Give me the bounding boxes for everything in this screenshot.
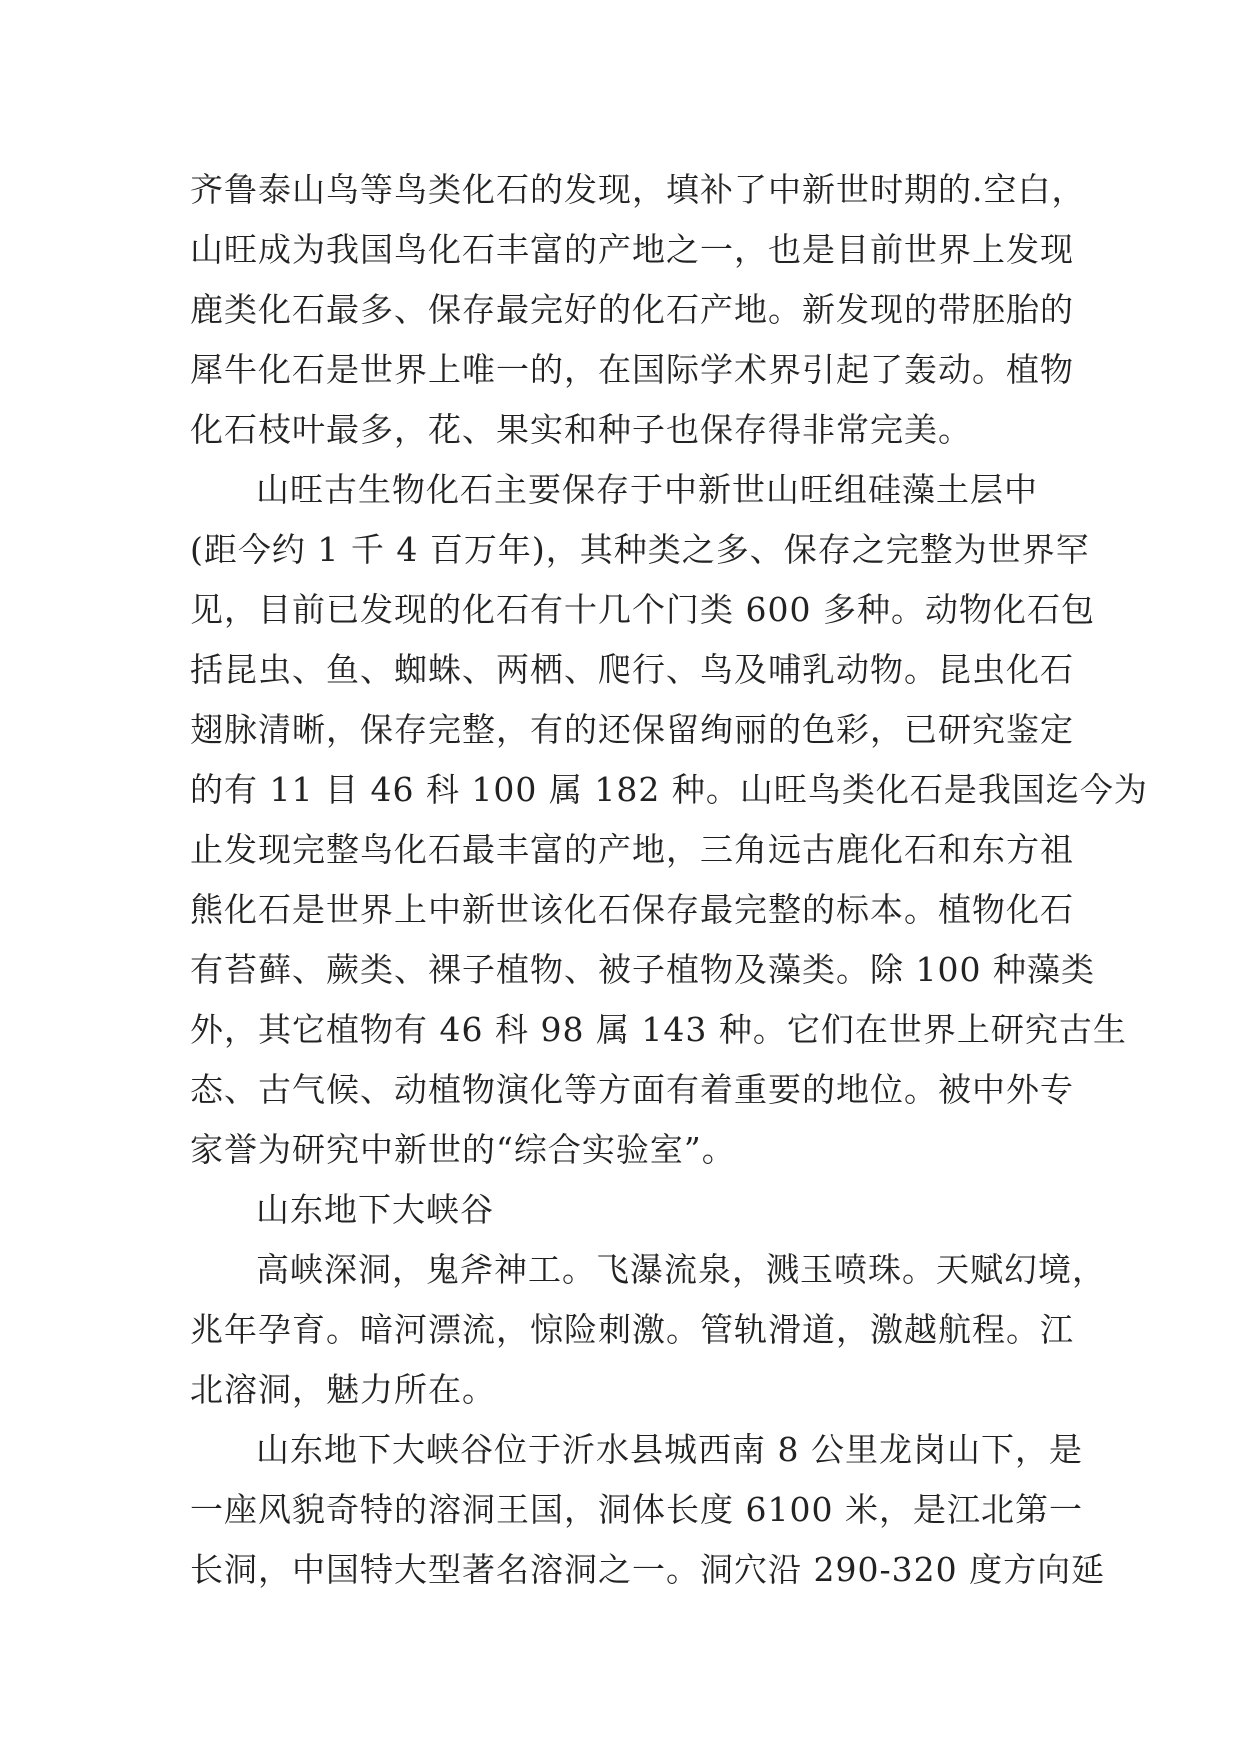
text-line-13: 熊化石是世界上中新世该化石保存最完整的标本。植物化石: [190, 890, 1074, 929]
text-line-19: 高峡深洞，鬼斧神工。飞瀑流泉，溅玉喷珠。天赋幻境，: [256, 1250, 1106, 1289]
text-line-7: (距今约 1 千 4 百万年)，其种类之多、保存之完整为世界罕: [190, 530, 1090, 569]
text-line-9: 括昆虫、鱼、蜘蛛、两栖、爬行、鸟及哺乳动物。昆虫化石: [190, 650, 1074, 689]
text-line-17: 家誉为研究中新世的“综合实验室”。: [190, 1130, 736, 1169]
text-line-15: 外，其它植物有 46 科 98 属 143 种。它们在世界上研究古生: [190, 1010, 1127, 1049]
text-line-12: 止发现完整鸟化石最丰富的产地，三角远古鹿化石和东方祖: [190, 830, 1074, 869]
text-line-10: 翅脉清晰，保存完整，有的还保留绚丽的色彩，已研究鉴定: [190, 710, 1074, 749]
text-line-8: 见，目前已发现的化石有十几个门类 600 多种。动物化石包: [190, 590, 1095, 629]
text-line-1: 齐鲁泰山鸟等鸟类化石的发现，填补了中新世时期的.空白，: [190, 170, 1086, 209]
text-line-5: 化石枝叶最多，花、果实和种子也保存得非常完美。: [190, 410, 972, 449]
text-line-14: 有苔藓、蕨类、裸子植物、被子植物及藻类。除 100 种藻类: [190, 950, 1095, 989]
text-line-4: 犀牛化石是世界上唯一的，在国际学术界引起了轰动。植物: [190, 350, 1074, 389]
text-line-11: 的有 11 目 46 科 100 属 182 种。山旺鸟类化石是我国迄今为: [190, 770, 1148, 809]
text-line-23: 一座风貌奇特的溶洞王国，洞体长度 6100 米，是江北第一: [190, 1490, 1083, 1529]
section-heading: 山东地下大峡谷: [256, 1190, 494, 1229]
text-line-24: 长洞，中国特大型著名溶洞之一。洞穴沿 290-320 度方向延: [190, 1550, 1106, 1589]
text-line-21: 北溶洞，魅力所在。: [190, 1370, 496, 1409]
text-line-16: 态、古气候、动植物演化等方面有着重要的地位。被中外专: [190, 1070, 1074, 1109]
text-line-2: 山旺成为我国鸟化石丰富的产地之一，也是目前世界上发现: [190, 230, 1074, 269]
text-line-22: 山东地下大峡谷位于沂水县城西南 8 公里龙岗山下，是: [256, 1430, 1083, 1469]
document-page: [190, 160, 1148, 1600]
text-line-20: 兆年孕育。暗河漂流，惊险刺激。管轨滑道，激越航程。江: [190, 1310, 1074, 1349]
text-line-3: 鹿类化石最多、保存最完好的化石产地。新发现的带胚胎的: [190, 290, 1074, 329]
text-line-6: 山旺古生物化石主要保存于中新世山旺组硅藻土层中: [256, 470, 1038, 509]
